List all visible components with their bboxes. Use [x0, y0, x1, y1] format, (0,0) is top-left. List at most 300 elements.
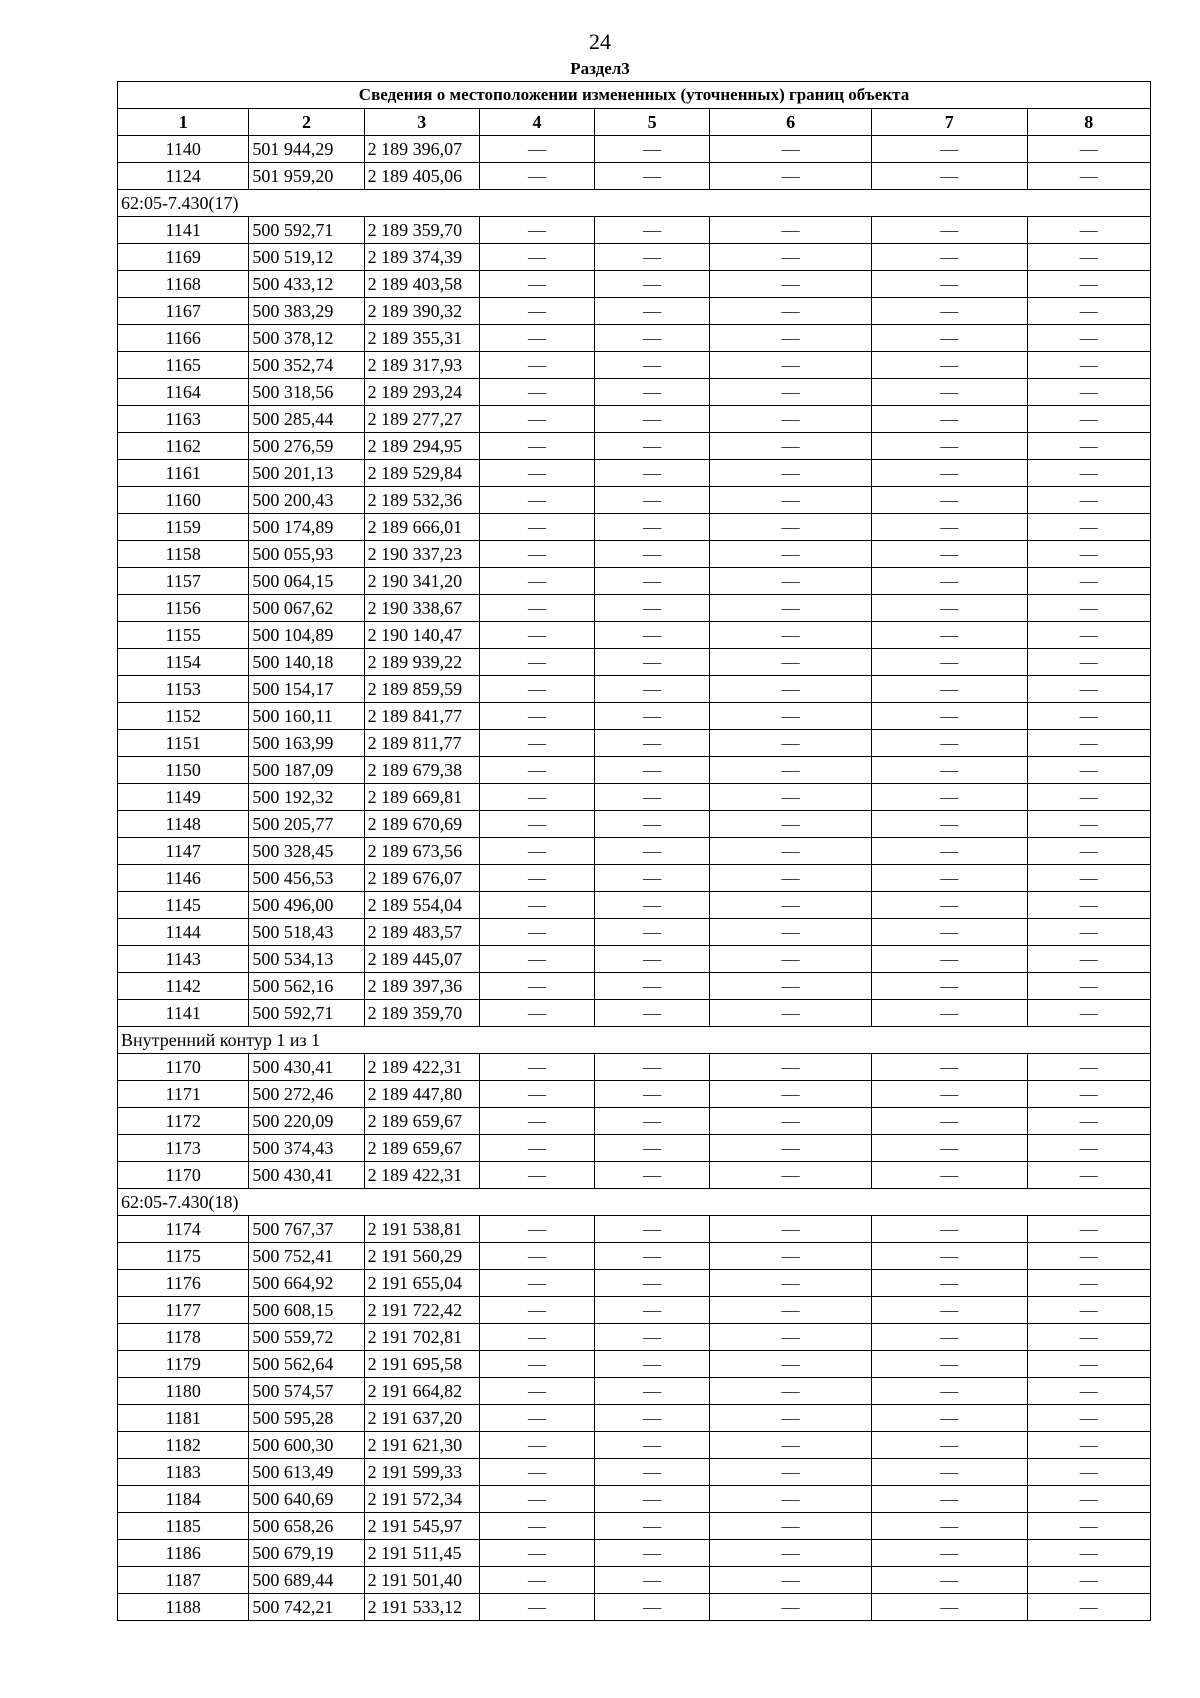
point-number-cell: 1141 [118, 1000, 249, 1027]
empty-value-cell: — [479, 325, 594, 352]
empty-value-cell: — [871, 1540, 1027, 1567]
table-row [118, 460, 1151, 487]
empty-value-cell: — [871, 622, 1027, 649]
empty-value-cell: — [595, 163, 710, 190]
empty-value-cell: — [479, 865, 594, 892]
empty-value-cell: — [710, 1432, 872, 1459]
empty-value-cell: — [871, 325, 1027, 352]
point-number-cell: 1152 [118, 703, 249, 730]
x-coordinate-cell: 500 318,56 [249, 379, 364, 406]
x-coordinate-cell: 500 496,00 [249, 892, 364, 919]
empty-value-cell: — [710, 1000, 872, 1027]
empty-value-cell: — [710, 1594, 872, 1621]
empty-value-cell: — [710, 352, 872, 379]
table-row [118, 1513, 1151, 1540]
y-coordinate-cell: 2 191 560,29 [364, 1243, 479, 1270]
point-number-cell: 1169 [118, 244, 249, 271]
empty-value-cell: — [1027, 163, 1150, 190]
empty-value-cell: — [595, 433, 710, 460]
empty-value-cell: — [595, 730, 710, 757]
empty-value-cell: — [710, 244, 872, 271]
x-coordinate-cell: 500 689,44 [249, 1567, 364, 1594]
empty-value-cell: — [479, 568, 594, 595]
group-label: Внутренний контур 1 из 1 [118, 1027, 1151, 1054]
y-coordinate-cell: 2 191 664,82 [364, 1378, 479, 1405]
table-row [118, 163, 1151, 190]
empty-value-cell: — [871, 1000, 1027, 1027]
empty-value-cell: — [595, 784, 710, 811]
x-coordinate-cell: 500 272,46 [249, 1081, 364, 1108]
x-coordinate-cell: 500 200,43 [249, 487, 364, 514]
empty-value-cell: — [710, 1135, 872, 1162]
x-coordinate-cell: 500 374,43 [249, 1135, 364, 1162]
x-coordinate-cell: 500 679,19 [249, 1540, 364, 1567]
empty-value-cell: — [871, 352, 1027, 379]
table-row [118, 946, 1151, 973]
point-number-cell: 1175 [118, 1243, 249, 1270]
x-coordinate-cell: 500 160,11 [249, 703, 364, 730]
y-coordinate-cell: 2 191 637,20 [364, 1405, 479, 1432]
point-number-cell: 1178 [118, 1324, 249, 1351]
empty-value-cell: — [710, 1540, 872, 1567]
empty-value-cell: — [479, 1378, 594, 1405]
y-coordinate-cell: 2 190 341,20 [364, 568, 479, 595]
y-coordinate-cell: 2 189 403,58 [364, 271, 479, 298]
x-coordinate-cell: 500 192,32 [249, 784, 364, 811]
table-row [118, 1297, 1151, 1324]
empty-value-cell: — [871, 649, 1027, 676]
empty-value-cell: — [595, 298, 710, 325]
column-header: 3 [364, 109, 479, 136]
point-number-cell: 1181 [118, 1405, 249, 1432]
empty-value-cell: — [871, 1162, 1027, 1189]
y-coordinate-cell: 2 191 533,12 [364, 1594, 479, 1621]
empty-value-cell: — [871, 541, 1027, 568]
empty-value-cell: — [479, 1297, 594, 1324]
empty-value-cell: — [479, 1405, 594, 1432]
empty-value-cell: — [479, 1567, 594, 1594]
group-label-row [118, 190, 1151, 217]
point-number-cell: 1142 [118, 973, 249, 1000]
empty-value-cell: — [1027, 676, 1150, 703]
table-caption-row [118, 82, 1151, 109]
empty-value-cell: — [595, 136, 710, 163]
x-coordinate-cell: 500 104,89 [249, 622, 364, 649]
y-coordinate-cell: 2 189 293,24 [364, 379, 479, 406]
group-label: 62:05-7.430(17) [118, 190, 1151, 217]
empty-value-cell: — [871, 1351, 1027, 1378]
empty-value-cell: — [479, 703, 594, 730]
empty-value-cell: — [1027, 379, 1150, 406]
empty-value-cell: — [479, 136, 594, 163]
empty-value-cell: — [479, 298, 594, 325]
x-coordinate-cell: 500 562,64 [249, 1351, 364, 1378]
table-caption: Сведения о местоположении измененных (уточненных) границ объекта [118, 82, 1151, 109]
point-number-cell: 1179 [118, 1351, 249, 1378]
empty-value-cell: — [595, 487, 710, 514]
empty-value-cell: — [871, 784, 1027, 811]
empty-value-cell: — [595, 811, 710, 838]
y-coordinate-cell: 2 189 659,67 [364, 1135, 479, 1162]
y-coordinate-cell: 2 189 673,56 [364, 838, 479, 865]
table-row [118, 298, 1151, 325]
table-row [118, 1594, 1151, 1621]
empty-value-cell: — [710, 1108, 872, 1135]
empty-value-cell: — [595, 1540, 710, 1567]
group-label-row [118, 1027, 1151, 1054]
x-coordinate-cell: 500 519,12 [249, 244, 364, 271]
empty-value-cell: — [1027, 487, 1150, 514]
empty-value-cell: — [871, 865, 1027, 892]
empty-value-cell: — [871, 1378, 1027, 1405]
y-coordinate-cell: 2 189 422,31 [364, 1162, 479, 1189]
y-coordinate-cell: 2 190 338,67 [364, 595, 479, 622]
empty-value-cell: — [479, 1351, 594, 1378]
empty-value-cell: — [871, 1054, 1027, 1081]
empty-value-cell: — [1027, 325, 1150, 352]
point-number-cell: 1177 [118, 1297, 249, 1324]
empty-value-cell: — [595, 325, 710, 352]
table-row [118, 1054, 1151, 1081]
empty-value-cell: — [1027, 1567, 1150, 1594]
empty-value-cell: — [1027, 433, 1150, 460]
x-coordinate-cell: 501 959,20 [249, 163, 364, 190]
point-number-cell: 1173 [118, 1135, 249, 1162]
table-row [118, 352, 1151, 379]
column-header: 2 [249, 109, 364, 136]
empty-value-cell: — [595, 649, 710, 676]
empty-value-cell: — [871, 1243, 1027, 1270]
empty-value-cell: — [479, 541, 594, 568]
empty-value-cell: — [595, 1594, 710, 1621]
y-coordinate-cell: 2 191 501,40 [364, 1567, 479, 1594]
empty-value-cell: — [1027, 703, 1150, 730]
x-coordinate-cell: 500 430,41 [249, 1162, 364, 1189]
empty-value-cell: — [595, 1297, 710, 1324]
y-coordinate-cell: 2 189 277,27 [364, 406, 479, 433]
point-number-cell: 1185 [118, 1513, 249, 1540]
empty-value-cell: — [1027, 622, 1150, 649]
empty-value-cell: — [595, 1000, 710, 1027]
empty-value-cell: — [479, 1243, 594, 1270]
table-row [118, 703, 1151, 730]
empty-value-cell: — [595, 919, 710, 946]
x-coordinate-cell: 500 559,72 [249, 1324, 364, 1351]
empty-value-cell: — [710, 1162, 872, 1189]
empty-value-cell: — [710, 757, 872, 784]
empty-value-cell: — [871, 217, 1027, 244]
x-coordinate-cell: 500 187,09 [249, 757, 364, 784]
empty-value-cell: — [710, 514, 872, 541]
table-header-row [118, 109, 1151, 136]
empty-value-cell: — [1027, 838, 1150, 865]
empty-value-cell: — [595, 1324, 710, 1351]
x-coordinate-cell: 500 383,29 [249, 298, 364, 325]
table-row [118, 1540, 1151, 1567]
x-coordinate-cell: 500 767,37 [249, 1216, 364, 1243]
x-coordinate-cell: 500 595,28 [249, 1405, 364, 1432]
table-row [118, 1567, 1151, 1594]
empty-value-cell: — [479, 649, 594, 676]
empty-value-cell: — [595, 1135, 710, 1162]
empty-value-cell: — [871, 406, 1027, 433]
table-row [118, 892, 1151, 919]
empty-value-cell: — [1027, 136, 1150, 163]
empty-value-cell: — [871, 568, 1027, 595]
empty-value-cell: — [479, 1135, 594, 1162]
empty-value-cell: — [595, 946, 710, 973]
empty-value-cell: — [1027, 1594, 1150, 1621]
empty-value-cell: — [1027, 541, 1150, 568]
empty-value-cell: — [595, 1108, 710, 1135]
x-coordinate-cell: 500 600,30 [249, 1432, 364, 1459]
point-number-cell: 1164 [118, 379, 249, 406]
y-coordinate-cell: 2 189 447,80 [364, 1081, 479, 1108]
x-coordinate-cell: 500 518,43 [249, 919, 364, 946]
empty-value-cell: — [1027, 1054, 1150, 1081]
table-row [118, 514, 1151, 541]
empty-value-cell: — [595, 1270, 710, 1297]
table-row [118, 217, 1151, 244]
empty-value-cell: — [1027, 1513, 1150, 1540]
point-number-cell: 1180 [118, 1378, 249, 1405]
empty-value-cell: — [479, 1108, 594, 1135]
table-row [118, 271, 1151, 298]
empty-value-cell: — [871, 514, 1027, 541]
empty-value-cell: — [710, 298, 872, 325]
empty-value-cell: — [1027, 568, 1150, 595]
empty-value-cell: — [595, 1405, 710, 1432]
x-coordinate-cell: 500 592,71 [249, 1000, 364, 1027]
empty-value-cell: — [871, 244, 1027, 271]
x-coordinate-cell: 500 276,59 [249, 433, 364, 460]
empty-value-cell: — [710, 163, 872, 190]
point-number-cell: 1182 [118, 1432, 249, 1459]
empty-value-cell: — [871, 973, 1027, 1000]
empty-value-cell: — [710, 595, 872, 622]
empty-value-cell: — [479, 487, 594, 514]
empty-value-cell: — [479, 595, 594, 622]
empty-value-cell: — [479, 1324, 594, 1351]
empty-value-cell: — [871, 1108, 1027, 1135]
empty-value-cell: — [1027, 1243, 1150, 1270]
empty-value-cell: — [1027, 892, 1150, 919]
empty-value-cell: — [479, 919, 594, 946]
y-coordinate-cell: 2 189 659,67 [364, 1108, 479, 1135]
empty-value-cell: — [1027, 1108, 1150, 1135]
empty-value-cell: — [479, 460, 594, 487]
empty-value-cell: — [871, 1324, 1027, 1351]
table-row [118, 784, 1151, 811]
y-coordinate-cell: 2 189 396,07 [364, 136, 479, 163]
y-coordinate-cell: 2 191 599,33 [364, 1459, 479, 1486]
table-row [118, 1432, 1151, 1459]
empty-value-cell: — [479, 946, 594, 973]
point-number-cell: 1159 [118, 514, 249, 541]
empty-value-cell: — [595, 514, 710, 541]
table-row [118, 865, 1151, 892]
empty-value-cell: — [710, 1351, 872, 1378]
table-row [118, 1000, 1151, 1027]
table-row [118, 1162, 1151, 1189]
empty-value-cell: — [595, 244, 710, 271]
empty-value-cell: — [710, 865, 872, 892]
empty-value-cell: — [1027, 1540, 1150, 1567]
empty-value-cell: — [595, 460, 710, 487]
point-number-cell: 1150 [118, 757, 249, 784]
x-coordinate-cell: 500 220,09 [249, 1108, 364, 1135]
empty-value-cell: — [871, 271, 1027, 298]
point-number-cell: 1155 [118, 622, 249, 649]
empty-value-cell: — [710, 1405, 872, 1432]
x-coordinate-cell: 500 433,12 [249, 271, 364, 298]
empty-value-cell: — [1027, 811, 1150, 838]
table-row [118, 649, 1151, 676]
table-row [118, 487, 1151, 514]
x-coordinate-cell: 500 285,44 [249, 406, 364, 433]
x-coordinate-cell: 500 064,15 [249, 568, 364, 595]
empty-value-cell: — [595, 1081, 710, 1108]
empty-value-cell: — [871, 730, 1027, 757]
y-coordinate-cell: 2 189 355,31 [364, 325, 479, 352]
x-coordinate-cell: 500 613,49 [249, 1459, 364, 1486]
empty-value-cell: — [479, 730, 594, 757]
empty-value-cell: — [871, 703, 1027, 730]
y-coordinate-cell: 2 189 841,77 [364, 703, 479, 730]
empty-value-cell: — [595, 379, 710, 406]
table-row [118, 244, 1151, 271]
y-coordinate-cell: 2 189 374,39 [364, 244, 479, 271]
empty-value-cell: — [710, 730, 872, 757]
x-coordinate-cell: 501 944,29 [249, 136, 364, 163]
table-row [118, 757, 1151, 784]
empty-value-cell: — [871, 433, 1027, 460]
y-coordinate-cell: 2 190 140,47 [364, 622, 479, 649]
empty-value-cell: — [595, 1378, 710, 1405]
x-coordinate-cell: 500 055,93 [249, 541, 364, 568]
empty-value-cell: — [1027, 1270, 1150, 1297]
y-coordinate-cell: 2 191 572,34 [364, 1486, 479, 1513]
point-number-cell: 1157 [118, 568, 249, 595]
point-number-cell: 1170 [118, 1162, 249, 1189]
y-coordinate-cell: 2 189 359,70 [364, 217, 479, 244]
empty-value-cell: — [710, 271, 872, 298]
empty-value-cell: — [871, 919, 1027, 946]
empty-value-cell: — [1027, 1324, 1150, 1351]
empty-value-cell: — [710, 136, 872, 163]
empty-value-cell: — [871, 1135, 1027, 1162]
empty-value-cell: — [710, 1324, 872, 1351]
table-row [118, 379, 1151, 406]
point-number-cell: 1151 [118, 730, 249, 757]
empty-value-cell: — [1027, 1216, 1150, 1243]
empty-value-cell: — [595, 973, 710, 1000]
empty-value-cell: — [479, 622, 594, 649]
empty-value-cell: — [595, 703, 710, 730]
empty-value-cell: — [595, 1459, 710, 1486]
point-number-cell: 1167 [118, 298, 249, 325]
empty-value-cell: — [710, 1297, 872, 1324]
x-coordinate-cell: 500 534,13 [249, 946, 364, 973]
empty-value-cell: — [479, 217, 594, 244]
table-row [118, 1081, 1151, 1108]
empty-value-cell: — [710, 946, 872, 973]
point-number-cell: 1146 [118, 865, 249, 892]
point-number-cell: 1158 [118, 541, 249, 568]
empty-value-cell: — [710, 703, 872, 730]
empty-value-cell: — [871, 676, 1027, 703]
column-header: 7 [871, 109, 1027, 136]
empty-value-cell: — [595, 1162, 710, 1189]
table-row [118, 1135, 1151, 1162]
y-coordinate-cell: 2 190 337,23 [364, 541, 479, 568]
empty-value-cell: — [479, 1486, 594, 1513]
empty-value-cell: — [710, 1243, 872, 1270]
empty-value-cell: — [479, 1216, 594, 1243]
empty-value-cell: — [710, 541, 872, 568]
empty-value-cell: — [1027, 298, 1150, 325]
y-coordinate-cell: 2 191 545,97 [364, 1513, 479, 1540]
x-coordinate-cell: 500 140,18 [249, 649, 364, 676]
empty-value-cell: — [595, 1054, 710, 1081]
y-coordinate-cell: 2 189 669,81 [364, 784, 479, 811]
point-number-cell: 1140 [118, 136, 249, 163]
empty-value-cell: — [710, 217, 872, 244]
empty-value-cell: — [479, 1432, 594, 1459]
empty-value-cell: — [710, 1216, 872, 1243]
y-coordinate-cell: 2 189 390,32 [364, 298, 479, 325]
empty-value-cell: — [710, 676, 872, 703]
x-coordinate-cell: 500 664,92 [249, 1270, 364, 1297]
empty-value-cell: — [479, 271, 594, 298]
empty-value-cell: — [871, 460, 1027, 487]
y-coordinate-cell: 2 189 529,84 [364, 460, 479, 487]
y-coordinate-cell: 2 189 359,70 [364, 1000, 479, 1027]
empty-value-cell: — [479, 1000, 594, 1027]
x-coordinate-cell: 500 430,41 [249, 1054, 364, 1081]
empty-value-cell: — [595, 1351, 710, 1378]
empty-value-cell: — [1027, 1297, 1150, 1324]
empty-value-cell: — [479, 1459, 594, 1486]
empty-value-cell: — [710, 1513, 872, 1540]
table-row [118, 1324, 1151, 1351]
point-number-cell: 1187 [118, 1567, 249, 1594]
point-number-cell: 1171 [118, 1081, 249, 1108]
empty-value-cell: — [1027, 271, 1150, 298]
empty-value-cell: — [595, 406, 710, 433]
point-number-cell: 1141 [118, 217, 249, 244]
table-row [118, 1378, 1151, 1405]
y-coordinate-cell: 2 189 317,93 [364, 352, 479, 379]
empty-value-cell: — [479, 406, 594, 433]
table-row [118, 973, 1151, 1000]
table-row [118, 406, 1151, 433]
empty-value-cell: — [595, 568, 710, 595]
x-coordinate-cell: 500 163,99 [249, 730, 364, 757]
point-number-cell: 1156 [118, 595, 249, 622]
point-number-cell: 1147 [118, 838, 249, 865]
x-coordinate-cell: 500 456,53 [249, 865, 364, 892]
x-coordinate-cell: 500 658,26 [249, 1513, 364, 1540]
empty-value-cell: — [871, 1297, 1027, 1324]
x-coordinate-cell: 500 640,69 [249, 1486, 364, 1513]
empty-value-cell: — [710, 919, 872, 946]
empty-value-cell: — [710, 1459, 872, 1486]
point-number-cell: 1184 [118, 1486, 249, 1513]
table-row [118, 1459, 1151, 1486]
empty-value-cell: — [595, 865, 710, 892]
y-coordinate-cell: 2 189 939,22 [364, 649, 479, 676]
